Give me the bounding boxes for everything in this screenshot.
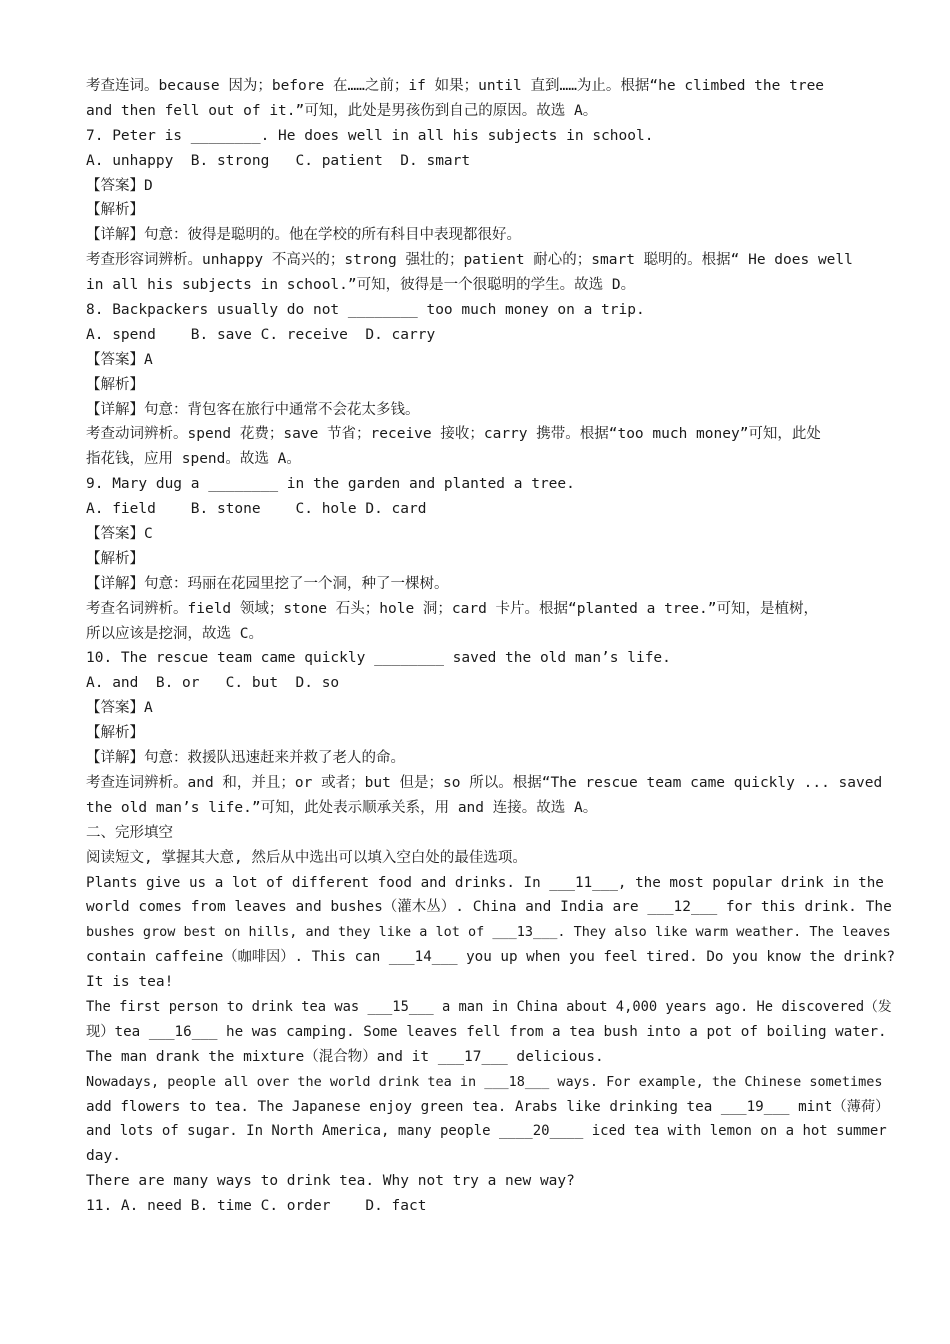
passage-line: Plants give us a lot of different food and drinks. In ___11___, the most popular drink in the — [86, 874, 884, 891]
analysis-label: 【解析】 — [86, 725, 144, 742]
analysis-label: 【解析】 — [86, 376, 144, 393]
text-line: 考查连词辨析。and 和，并且；or 或者；but 但是；so 所以。根据“The rescue team came quickly ... saved — [86, 774, 883, 791]
detail-8: 【详解】句意：背包客在旅行中通常不会花太多钱。 — [86, 401, 420, 418]
text-line: 考查形容词辨析。unhappy 不高兴的；strong 强壮的；patient 耐心的；smart 聪明的。根据“ He does well — [86, 252, 853, 269]
options-7: A. unhappy B. strong C. patient D. smart — [86, 152, 471, 169]
passage-line: contain caffeine（咖啡因）. This can ___14___ you up when you feel tired. Do you know the drink? — [86, 949, 896, 966]
passage-line: bushes grow best on hills, and they like a lot of ___13___. They also like warm weather. The leaves — [86, 924, 891, 941]
text-line: 考查名词辨析。field 领域；stone 石头；hole 洞；card 卡片。根据“planted a tree.”可知，是植树， — [86, 600, 818, 617]
options-10: A. and B. or C. but D. so — [86, 675, 340, 692]
analysis-label: 【解析】 — [86, 202, 144, 219]
text-line: 考查连词。because 因为；before 在……之前；if 如果；until 直到……为止。根据“he climbed the tree — [86, 78, 825, 94]
passage-line: day. — [86, 1148, 121, 1165]
passage-line: world comes from leaves and bushes（灌木丛）. China and India are ___12___ for this drink. The — [86, 899, 892, 916]
text-line: 考查动词辨析。spend 花费；save 节省；receive 接收；carry 携带。根据“too much money”可知，此处 — [86, 426, 821, 443]
passage-line: It is tea! — [86, 974, 174, 991]
detail-9: 【详解】句意：玛丽在花园里挖了一个洞，种了一棵树。 — [86, 575, 449, 592]
detail-10: 【详解】句意：救援队迅速赶来并救了老人的命。 — [86, 750, 405, 767]
text-line: 所以应该是挖洞，故选 C。 — [86, 625, 263, 642]
text-line: and then fell out of it.”可知，此处是男孩伤到自己的原因。故选 A。 — [86, 102, 598, 119]
text-line: in all his subjects in school.”可知，彼得是一个很聪明的学生。故选 D。 — [86, 277, 636, 294]
passage-line: The first person to drink tea was ___15___ a man in China about 4,000 years ago. He discovered（发 — [86, 998, 892, 1015]
answer-8: 【答案】A — [86, 351, 153, 368]
passage-line: The man drank the mixture（混合物）and it ___17___ delicious. — [86, 1048, 604, 1065]
passage-line: 现）tea ___16___ he was camping. Some leaves fell from a tea bush into a pot of boiling water. — [86, 1023, 887, 1040]
passage-line: and lots of sugar. In North America, many people ____20____ iced tea with lemon on a hot summer — [86, 1123, 887, 1140]
answer-9: 【答案】C — [86, 526, 153, 543]
passage-line: add flowers to tea. The Japanese enjoy green tea. Arabs like drinking tea ___19___ mint（薄荷） — [86, 1098, 890, 1115]
passage-line: There are many ways to drink tea. Why not try a new way? — [86, 1173, 575, 1190]
section-heading: 二、完形填空 — [86, 824, 173, 841]
question-10: 10. The rescue team came quickly ________ saved the old man’s life. — [86, 650, 671, 667]
passage-line: Nowadays, people all over the world drink tea in ___18___ ways. For example, the Chinese sometimes — [86, 1073, 883, 1090]
options-9: A. field B. stone C. hole D. card — [86, 501, 427, 518]
question-8: 8. Backpackers usually do not ________ too much money on a trip. — [86, 302, 645, 319]
answer-10: 【答案】A — [86, 700, 153, 717]
text-line: 指花钱，应用 spend。故选 A。 — [86, 451, 301, 468]
question-7: 7. Peter is ________. He does well in all his subjects in school. — [86, 127, 654, 144]
section-instruction: 阅读短文, 掌握其大意, 然后从中选出可以填入空白处的最佳选项。 — [86, 849, 527, 866]
answer-7: 【答案】D — [86, 177, 153, 194]
question-9: 9. Mary dug a ________ in the garden and planted a tree. — [86, 476, 575, 493]
document-page — [86, 74, 896, 1219]
options-8: A. spend B. save C. receive D. carry — [86, 326, 436, 343]
analysis-label: 【解析】 — [86, 550, 144, 567]
text-line: the old man’s life.”可知，此处表示顺承关系，用 and 连接。故选 A。 — [86, 799, 598, 816]
detail-7: 【详解】句意：彼得是聪明的。他在学校的所有科目中表现都很好。 — [86, 227, 521, 244]
question-11: 11. A. need B. time C. order D. fact — [86, 1198, 427, 1215]
